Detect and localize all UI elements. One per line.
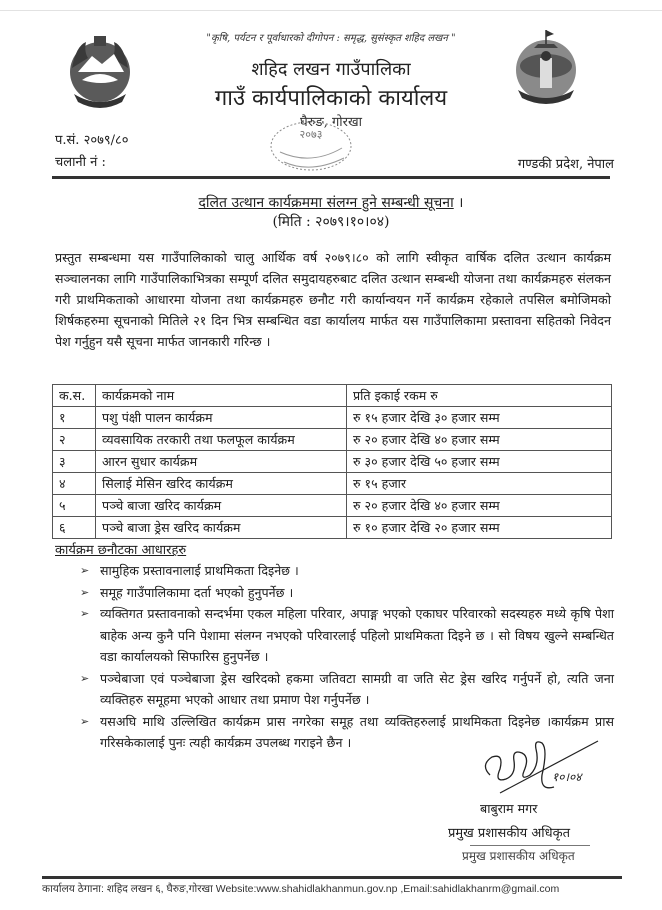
signature-icon [470,735,610,805]
arrow-bullet-icon: ➢ [80,585,90,599]
criteria-item [78,582,614,604]
municipality-name: शहिद लखन गाउँपालिका [251,59,411,80]
arrow-bullet-icon: ➢ [80,714,90,728]
notice-subject-end: । [453,195,464,211]
table-row [53,407,612,429]
dispatch-number-label: चलानी नं : [55,155,106,170]
header-amount: प्रति इकाई रकम रु [347,385,612,407]
top-border [0,10,662,11]
office-seal-icon [268,118,354,174]
criteria-text: सामुहिक प्रस्तावनालाई प्राथमिकता दिइनेछ । [100,563,299,578]
program-table [52,384,612,539]
criteria-text: व्यक्तिगत प्रस्तावनाको सन्दर्भमा एकल महिला परिवार, अपाङ्ग भएको एकाघर परिवारको सदस्यहरु मध्ये कृषि पेशा बाहेक अन्य कुनै पनि पेशामा संलग्न नभएको परिवारलाई पहिलो प्राथमिकता दिइने छ । सो विषय खुल्ने सम्बन्धित वडा कार्यालयको सिफारिस हुनुपर्नेछ । [100,606,614,664]
criteria-item [78,668,614,711]
cell-sn: ३ [53,451,96,473]
arrow-bullet-icon: ➢ [80,564,90,577]
cell-sn: ४ [53,473,96,495]
table-row [53,473,612,495]
criteria-item [78,560,614,582]
arrow-bullet-icon: ➢ [80,607,90,620]
cell-program: पशु पंक्षी पालन कार्यक्रम [96,407,347,429]
header-program-name: कार्यक्रमको नाम [96,385,347,407]
stamp-line [470,845,590,846]
motto: "कृषि, पर्यटन र पूर्वाधारको दीगोपन : समृद्ध, सुसंस्कृत शहिद लखन " [206,33,456,44]
table-row [53,517,612,539]
cell-sn: ६ [53,517,96,539]
header-divider [52,176,610,179]
cell-sn: १ [53,407,96,429]
cell-amount: रु ३० हजार देखि ५० हजार सम्म [347,451,612,473]
office-name: गाउँ कार्यपालिकाको कार्यालय [214,86,448,111]
signatory-name: बाबुराम मगर [480,801,538,816]
cell-program: पञ्चे बाजा ड्रेस खरिद कार्यक्रम [96,517,347,539]
cell-amount: रु २० हजार देखि ४० हजार सम्म [347,429,612,451]
signature-date: १०।०४ [552,770,582,784]
signatory-designation: प्रमुख प्रशासकीय अधिकृत [448,826,571,841]
province-label: गण्डकी प्रदेश, नेपाल [517,157,614,172]
designation-stamp: प्रमुख प्रशासकीय अधिकृत [462,849,575,863]
notice-subject-text: दलित उत्थान कार्यक्रममा संलग्न हुने सम्बन्धी सूचना [198,195,454,211]
table-row [53,429,612,451]
notice-date: (मिति : २०७९।१०।०४) [272,214,390,230]
arrow-bullet-icon: ➢ [80,671,90,685]
cell-program: व्यवसायिक तरकारी तथा फलफूल कार्यक्रम [96,429,347,451]
cell-amount: रु २० हजार देखि ४० हजार सम्म [347,495,612,517]
cell-amount: रु १५ हजार [347,473,612,495]
criteria-list [78,560,614,754]
criteria-heading: कार्यक्रम छनौटका आधारहरु [55,543,187,558]
reference-number: प.सं. २०७९/८० [55,133,129,148]
cell-amount: रु १० हजार देखि २० हजार सम्म [347,517,612,539]
footer-contact: कार्यालय ठेगाना: शहिद लखन ६, घैरुङ,गोरखा Website:www.shahidlakhanmun.gov.np ,Email:sahidlakhanrm@gmail.com [42,883,560,895]
criteria-text: समूह गाउँपालिकामा दर्ता भएको हुनुपर्नेछ । [100,584,294,600]
criteria-item [78,603,614,668]
notice-subject [0,193,662,212]
cell-sn: ५ [53,495,96,517]
office-location: घैरुङ, गोरखा [299,115,362,130]
table-header-row [53,385,612,407]
cell-program: सिलाई मेसिन खरिद कार्यक्रम [96,473,347,495]
cell-program: आरन सुधार कार्यक्रम [96,451,347,473]
cell-amount: रु १५ हजार देखि ३० हजार सम्म [347,407,612,429]
seal-year: २०७३ [299,128,323,141]
header-sn: क.स. [53,385,96,407]
table-row [53,451,612,473]
cell-program: पञ्चे बाजा खरिद कार्यक्रम [96,495,347,517]
criteria-text: यसअघि माथि उल्लिखित कार्यक्रम प्रास नगरेका समूह तथा व्यक्तिहरुलाई प्राथमिकता दिइनेछ ।कार्यक्रम प्रास गरिसकेकालाई पुनः त्यही कार्यक्रम उपलब्ध गराइने छैन । [100,713,614,750]
footer-divider [42,876,622,879]
cell-sn: २ [53,429,96,451]
criteria-text: पञ्चेबाजा एवं पञ्चेबाजा ड्रेस खरिदको हकमा जतिवटा सामग्री वा जति सेट ड्रेस खरिद गर्नुपर्ने हो, त्यति जना व्यक्तिहरु समूहमा भएको आधार तथा प्रमाण पेश गर्नुपर्नेछ । [100,670,614,707]
notice-body: प्रस्तुत सम्बन्धमा यस गाउँपालिकाको चालु आर्थिक वर्ष २०७९।८० को लागि स्वीकृत वार्षिक दलित उत्थान कार्यक्रम सञ्चालनका लागि गाउँपालिकाभित्रका सम्पूर्ण दलित समुदायहरुबाट दलित उत्थान सम्बन्धी योजना तथा कार्यक्रमहरु संलकन गरी प्राथमिकताको आधारमा योजना तथा कार्यक्रमहरु छनौट गरी कार्यान्वयन गर्ने कार्यक्रम रहेकाले तपसिल बमोजिमको शिर्षकहरुमा सूचनाको मितिले २१ दिन भित्र सम्बन्धित वडा कार्यालय मार्फत यस गाउँपालिकामा प्रस्तावना सहितको निवेदन पेश गर्नुहुन यसै सूचना मार्फत जानकारी गरिन्छ । [55,250,611,349]
table-row [53,495,612,517]
